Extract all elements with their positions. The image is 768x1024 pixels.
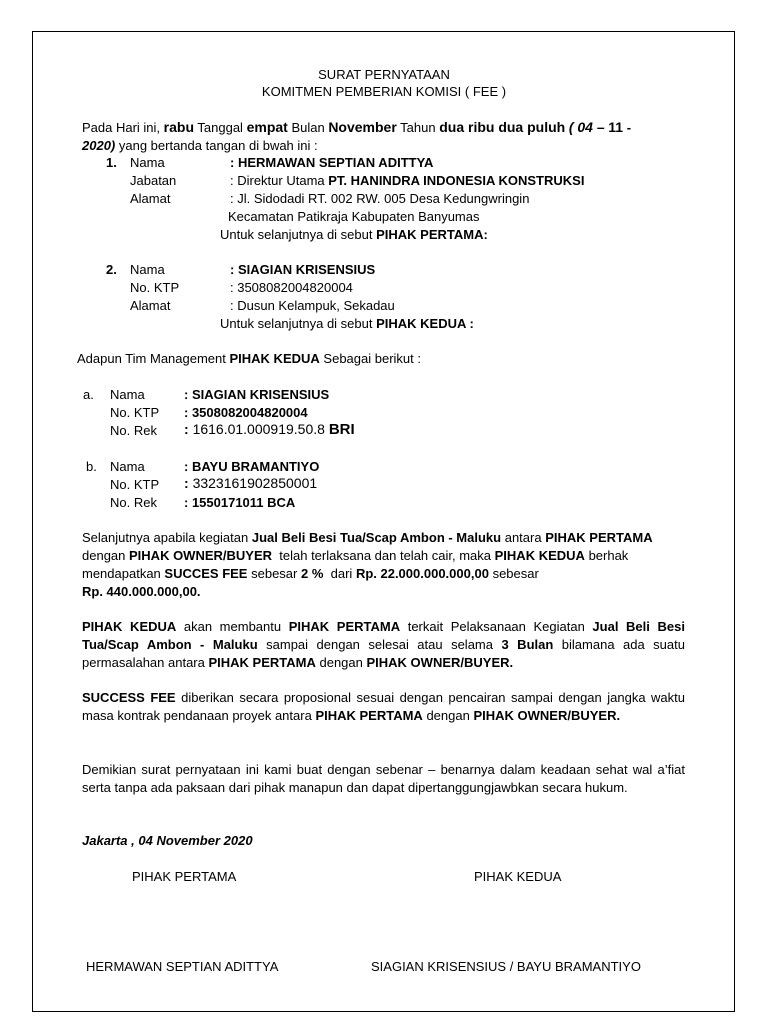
team-a-nama-label: Nama bbox=[110, 387, 145, 402]
party2-ktp-label: No. KTP bbox=[130, 280, 180, 295]
party2-ktp: : 3508082004820004 bbox=[230, 280, 353, 295]
team-b-letter: b. bbox=[86, 459, 97, 474]
place-date: Jakarta , 04 November 2020 bbox=[82, 833, 253, 848]
para1-line-3: mendapatkan SUCCES FEE sebesar 2 % dari Rp. 22.000.000.000,00 sebesar bbox=[82, 566, 539, 581]
para2: PIHAK KEDUA akan membantu PIHAK PERTAMA terkait Pelaksanaan Kegiatan Jual Beli Besi Tua/Scap Ambon - Maluku sampai dengan selesai atau selama 3 Bulan bilamana ada suatu permasalahan antara PIHAK PERTAMA dengan PIHAK OWNER/BUYER. bbox=[82, 619, 685, 670]
team-a-nama: : SIAGIAN KRISENSIUS bbox=[184, 387, 330, 402]
party2-alamat-label: Alamat bbox=[130, 298, 171, 313]
intro-line-2: 2020) yang bertanda tangan di bwah ini : bbox=[82, 138, 318, 153]
party1-alamat-2: Kecamatan Patikraja Kabupaten Banyumas bbox=[228, 209, 480, 224]
party2-nama: : SIAGIAN KRISENSIUS bbox=[230, 262, 376, 277]
party2-nama-label: Nama bbox=[130, 262, 165, 277]
team-b-rek-label: No. Rek bbox=[110, 495, 157, 510]
team-a-ktp: : 3508082004820004 bbox=[184, 405, 308, 420]
party1-alamat-1: : Jl. Sidodadi RT. 002 RW. 005 Desa Kedungwringin bbox=[230, 191, 530, 206]
party1-jabatan-label: Jabatan bbox=[130, 173, 177, 188]
para3: SUCCESS FEE diberikan secara proposional sesuai dengan pencairan sampai dengan jangka waktu masa kontrak pendanaan proyek antara PIHAK PERTAMA dengan PIHAK OWNER/BUYER. bbox=[82, 690, 685, 723]
sign-left-title: PIHAK PERTAMA bbox=[132, 869, 237, 884]
team-b-ktp-label: No. KTP bbox=[110, 477, 160, 492]
doc-title: SURAT PERNYATAAN bbox=[318, 67, 450, 82]
doc-subtitle: KOMITMEN PEMBERIAN KOMISI ( FEE ) bbox=[261, 84, 507, 99]
party1-number: 1. bbox=[106, 155, 117, 170]
para1-line-4: Rp. 440.000.000,00. bbox=[82, 584, 201, 599]
team-b-nama: : BAYU BRAMANTIYO bbox=[184, 459, 320, 474]
intro-line-1: Pada Hari ini, rabu Tanggal empat Bulan November Tahun dua ribu dua puluh ( 04 – 11 - bbox=[82, 119, 632, 135]
party2-number: 2. bbox=[106, 262, 117, 277]
party1-nama-label: Nama bbox=[130, 155, 165, 170]
sign-right-name: SIAGIAN KRISENSIUS / BAYU BRAMANTIYO bbox=[371, 959, 641, 974]
party2-reference: Untuk selanjutnya di sebut PIHAK KEDUA : bbox=[220, 316, 474, 331]
party1-alamat-label: Alamat bbox=[130, 191, 171, 206]
para4: Demikian surat pernyataan ini kami buat dengan sebenar – benarnya dalam keadaan sehat wal a’fiat serta tanpa ada paksaan dari pihak manapun dan dapat dipertanggungjawbkan secara hukum. bbox=[82, 762, 685, 795]
para1-line-2: dengan PIHAK OWNER/BUYER telah terlaksana dan telah cair, maka PIHAK KEDUA berhak bbox=[82, 548, 629, 563]
party2-alamat: : Dusun Kelampuk, Sekadau bbox=[230, 298, 395, 313]
team-b-ktp: : 3323161902850001 bbox=[184, 475, 318, 491]
team-a-rek-label: No. Rek bbox=[110, 423, 157, 438]
team-a-letter: a. bbox=[83, 387, 94, 402]
sign-left-name: HERMAWAN SEPTIAN ADITTYA bbox=[86, 959, 279, 974]
team-a-rek: : 1616.01.000919.50.8 BRI bbox=[184, 421, 355, 438]
team-b-rek: : 1550171011 BCA bbox=[184, 495, 296, 510]
party1-jabatan: : Direktur Utama PT. HANINDRA INDONESIA KONSTRUKSI bbox=[230, 173, 585, 188]
para1-line-1: Selanjutnya apabila kegiatan Jual Beli Besi Tua/Scap Ambon - Maluku antara PIHAK PERTAMA bbox=[82, 530, 653, 545]
team-b-nama-label: Nama bbox=[110, 459, 145, 474]
team-a-ktp-label: No. KTP bbox=[110, 405, 160, 420]
party1-nama: : HERMAWAN SEPTIAN ADITTYA bbox=[230, 155, 434, 170]
sign-right-title: PIHAK KEDUA bbox=[474, 869, 562, 884]
team-intro: Adapun Tim Management PIHAK KEDUA Sebagai berikut : bbox=[77, 351, 421, 366]
party1-reference: Untuk selanjutnya di sebut PIHAK PERTAMA: bbox=[220, 227, 488, 242]
